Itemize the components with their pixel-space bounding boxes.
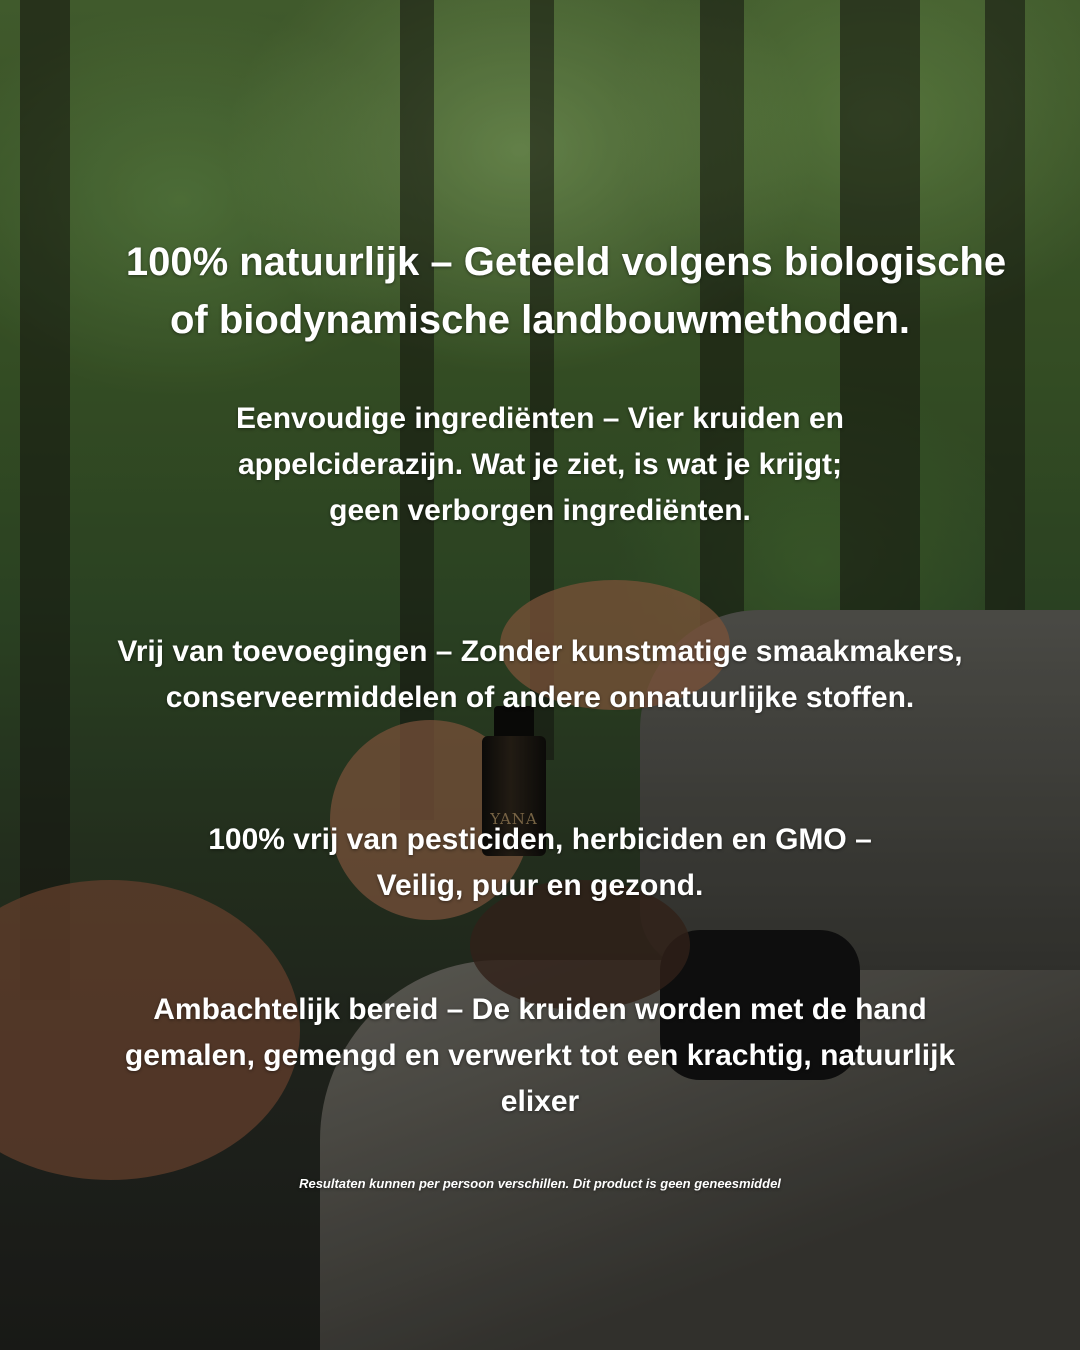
point-additives <box>0 629 1080 721</box>
headline-line: of biodynamische landbouwmethoden. <box>169 298 911 342</box>
point-line: Vrij van toevoegingen – Zonder kunstmatige smaakmakers, <box>117 635 963 668</box>
point-line: Ambachtelijk bereid – De kruiden worden met de hand <box>153 993 927 1026</box>
point-line: appelciderazijn. Wat je ziet, is wat je krijgt; <box>237 448 843 481</box>
point-line: 100% vrij van pesticiden, herbiciden en GMO – <box>208 823 872 856</box>
point-handmade <box>0 987 1080 1125</box>
point-line: Eenvoudige ingrediënten – Vier kruiden en <box>236 402 844 435</box>
point-line: elixer <box>500 1085 580 1118</box>
disclaimer: Resultaten kunnen per persoon verschillen. Dit product is geen geneesmiddel <box>299 1176 781 1191</box>
point-line: geen verborgen ingrediënten. <box>329 494 751 527</box>
point-ingredients <box>0 396 1080 534</box>
bottle-label: YANA <box>490 810 538 828</box>
point-line: conserveermiddelen of andere onnatuurlijke stoffen. <box>165 681 915 714</box>
headline <box>0 233 1080 349</box>
point-pesticides <box>0 817 1080 909</box>
point-line: Veilig, puur en gezond. <box>376 869 704 902</box>
point-line: gemalen, gemengd en verwerkt tot een krachtig, natuurlijk <box>124 1039 956 1072</box>
headline-line: 100% natuurlijk – Geteeld volgens biologische <box>125 240 1007 284</box>
